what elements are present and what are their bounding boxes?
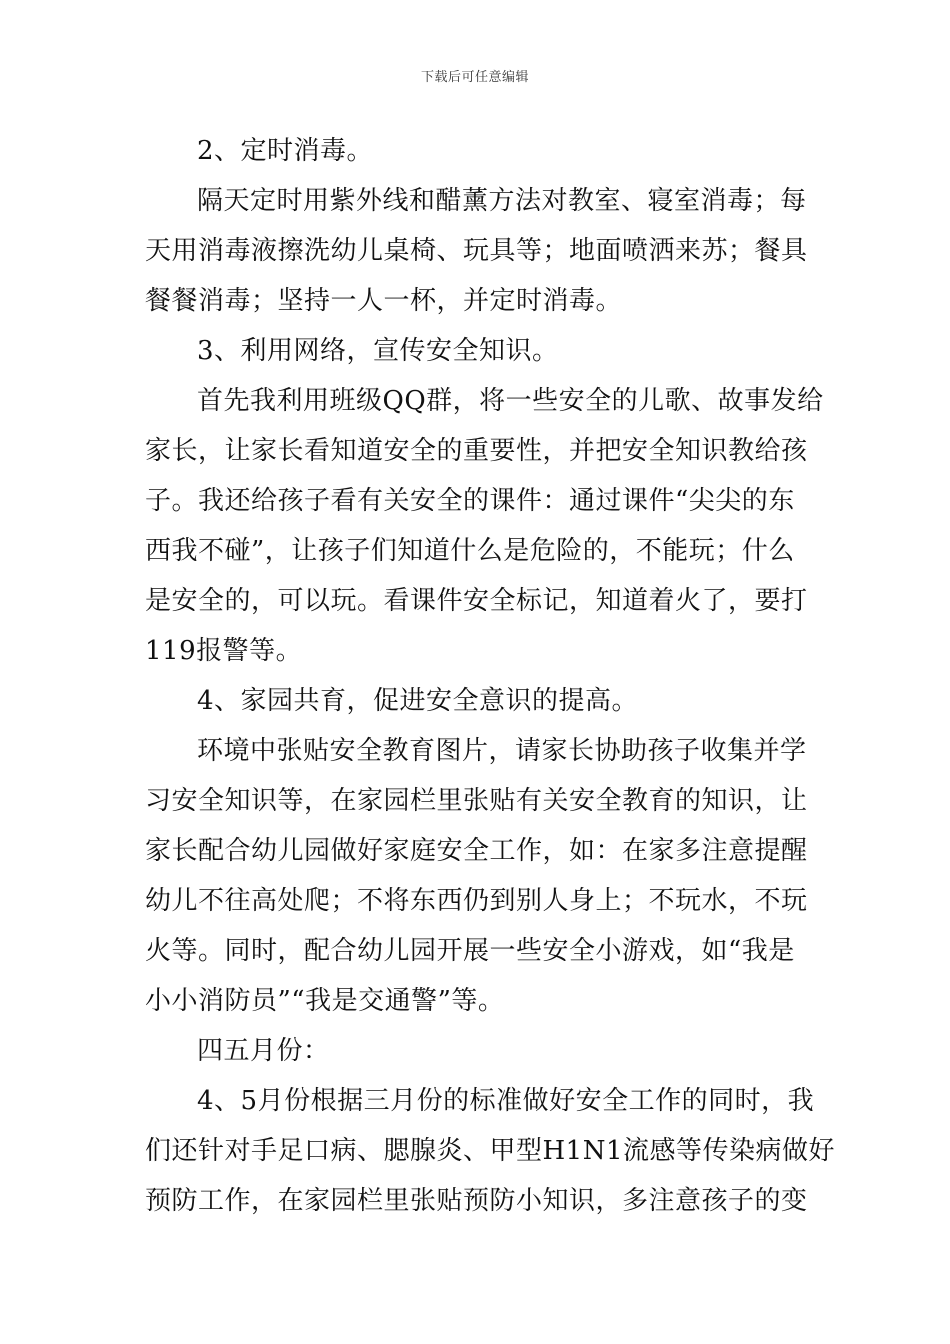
text-line: 4、5月份根据三月份的标准做好安全工作的同时，我 — [197, 1086, 815, 1116]
text-line: 西我不碰”，让孩子们知道什么是危险的，不能玩；什么 — [145, 536, 795, 566]
document-body — [145, 126, 836, 1226]
text-line: 四五月份： — [197, 1036, 330, 1066]
text-line: 预防工作，在家园栏里张贴预防小知识，多注意孩子的变 — [145, 1186, 808, 1216]
text-line: 们还针对手足口病、腮腺炎、甲型H1N1流感等传染病做好 — [145, 1136, 836, 1166]
text-line: 家长，让家长看知道安全的重要性，并把安全知识教给孩 — [145, 436, 808, 466]
page-header: 下载后可任意编辑 — [420, 70, 529, 85]
text-line: 4、家园共育，促进安全意识的提高。 — [197, 686, 639, 716]
text-line: 火等。同时，配合幼儿园开展一些安全小游戏，如“我是 — [145, 936, 795, 966]
text-line: 幼儿不往高处爬；不将东西仍到别人身上；不玩水，不玩 — [145, 886, 808, 916]
text-line: 隔天定时用紫外线和醋薰方法对教室、寝室消毒；每 — [197, 186, 807, 216]
text-line: 小小消防员”“我是交通警”等。 — [145, 986, 505, 1016]
text-line: 家长配合幼儿园做好家庭安全工作，如：在家多注意提醒 — [145, 836, 808, 866]
text-line: 习安全知识等，在家园栏里张贴有关安全教育的知识，让 — [145, 786, 808, 816]
text-line: 餐餐消毒；坚持一人一杯，并定时消毒。 — [145, 286, 623, 316]
text-line: 子。我还给孩子看有关安全的课件：通过课件“尖尖的东 — [145, 486, 795, 516]
text-line: 是安全的，可以玩。看课件安全标记，知道着火了，要打 — [145, 586, 808, 616]
text-line: 环境中张贴安全教育图片，请家长协助孩子收集并学 — [197, 736, 807, 766]
text-line: 首先我利用班级QQ群，将一些安全的儿歌、故事发给 — [197, 386, 824, 416]
text-line: 3、利用网络，宣传安全知识。 — [197, 336, 559, 366]
text-line: 天用消毒液擦洗幼儿桌椅、玩具等；地面喷洒来苏；餐具 — [145, 236, 808, 266]
text-line: 2、定时消毒。 — [197, 136, 374, 166]
text-line: 119报警等。 — [145, 636, 303, 666]
